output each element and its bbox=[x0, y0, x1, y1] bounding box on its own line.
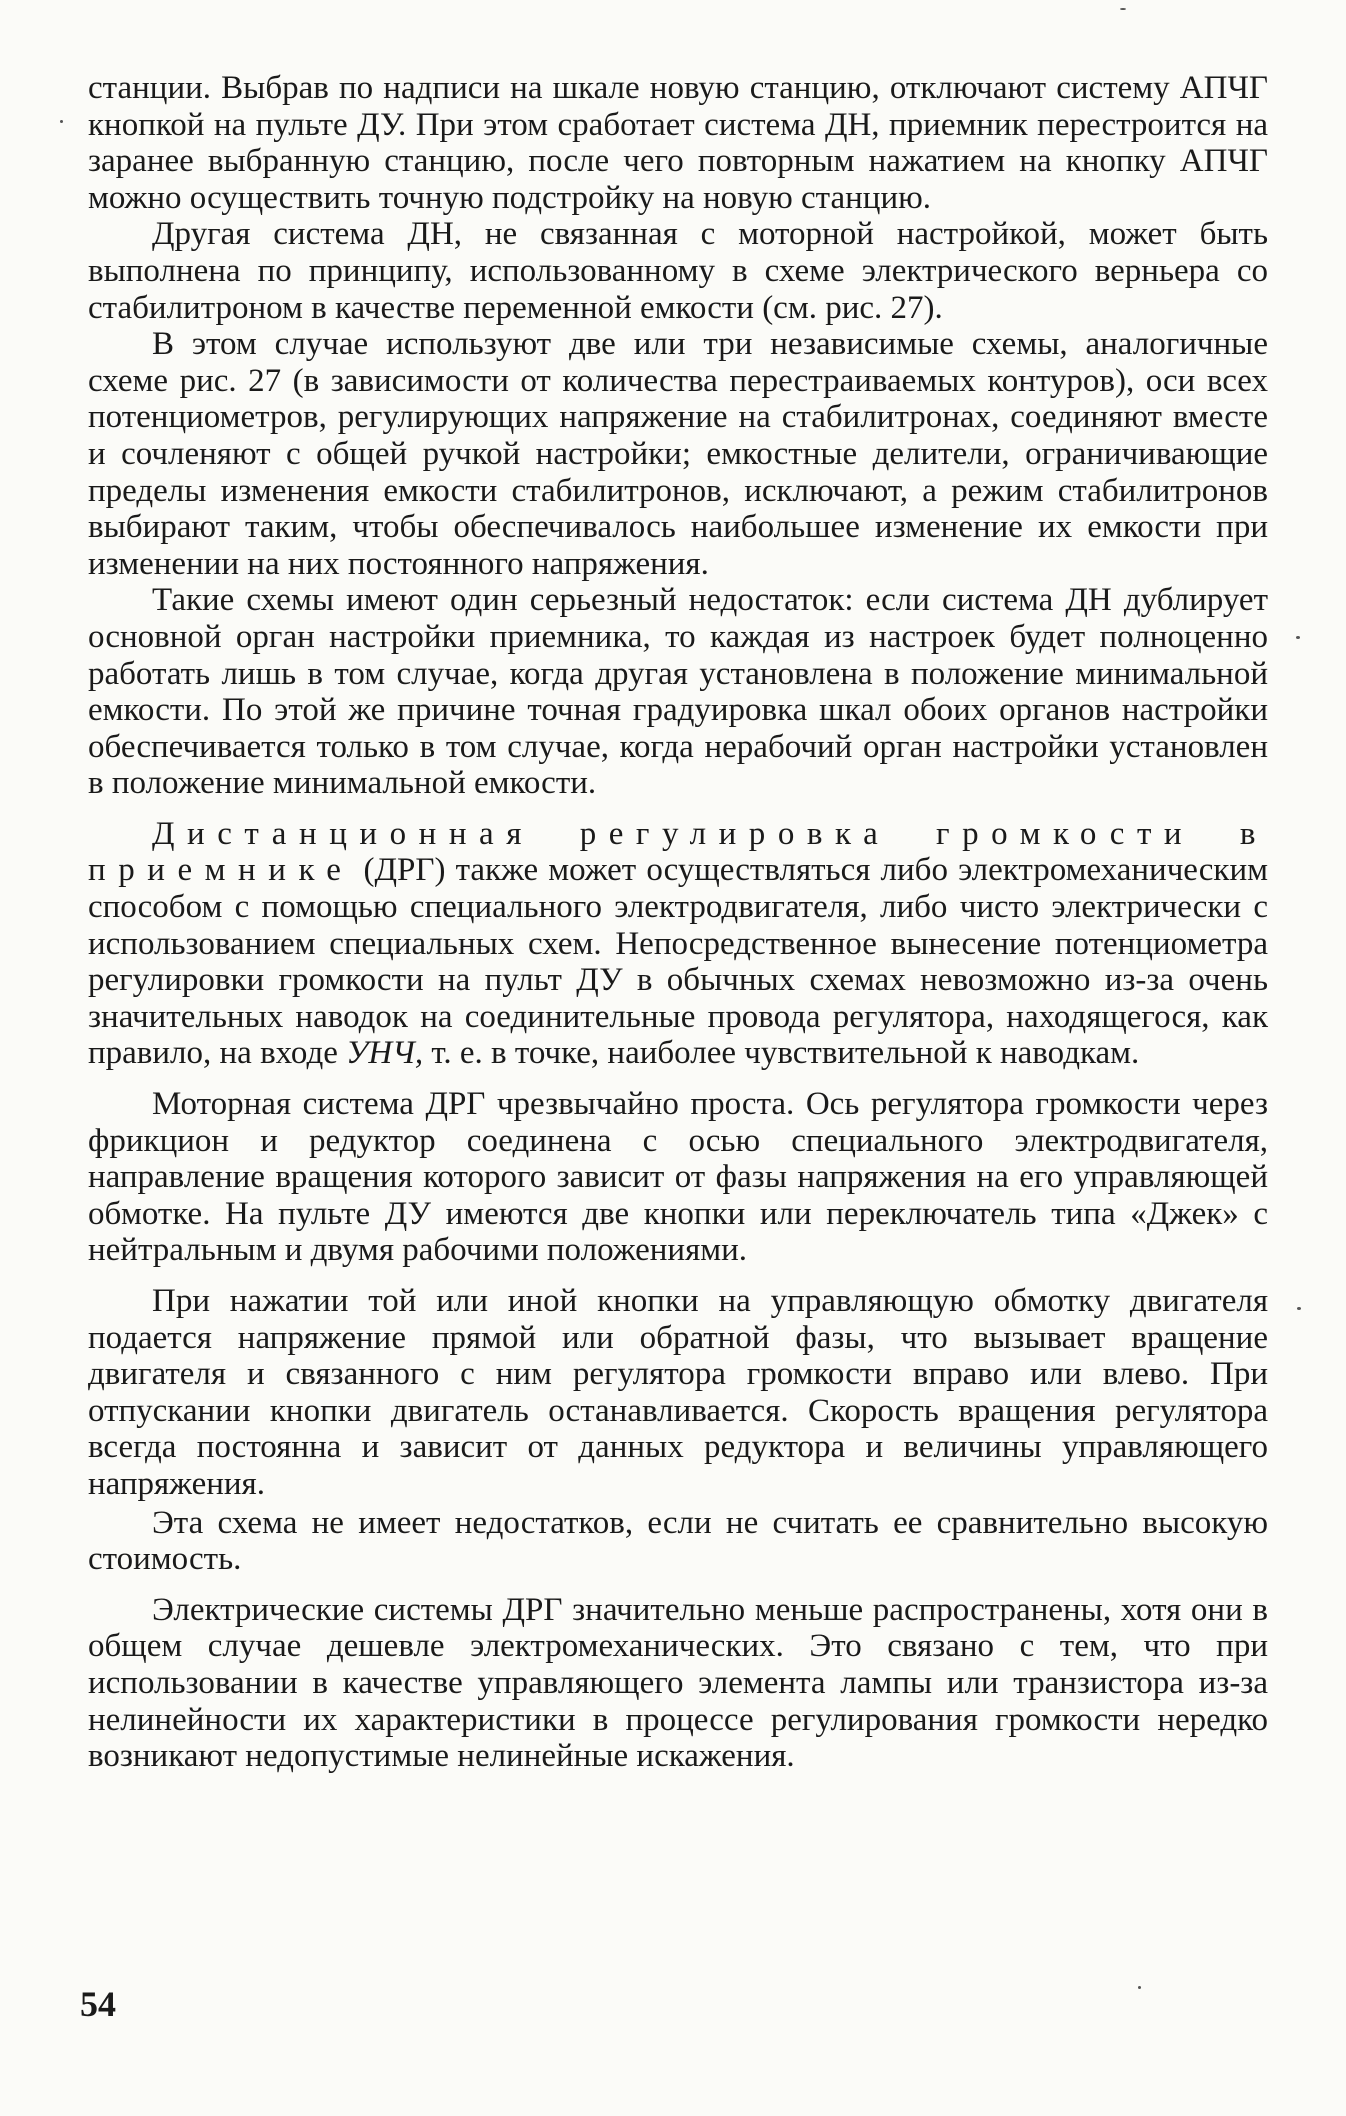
paragraph-5-text: (ДРГ) также может осуществляться либо электромеханическим способом с помощью специального электродвигателя, либо чисто электрически с использованием специальных схем. Непосредственное вынесение потенциометра регулировки громкости на пульт ДУ в обычных схемах невозможно из-за очень значительных наводок на соединительные провода регулятора, находящегося, как правило, на входе bbox=[88, 852, 1268, 1072]
page-number: 54 bbox=[80, 1984, 116, 2024]
paragraph-8: Эта схема не имеет недостатков, если не считать ее сравнительно высокую стоимость. bbox=[88, 1504, 1268, 1578]
paragraph-4: Такие схемы имеют один серьезный недостаток: если система ДН дублирует основной орган настройки приемника, то каждая из настроек будет полноценно работать лишь в том случае, когда другая установлена в положение минимальной емкости. По этой же причине точная градуировка шкал обоих органов настройки обеспечивается только в том случае, когда нерабочий орган настройки установлен в положение минимальной емкости. bbox=[88, 582, 1268, 802]
paragraph-1: станции. Выбрав по надписи на шкале новую станцию, отключают систему АПЧГ кнопкой на пульте ДУ. При этом сработает система ДН, приемник перестроится на заранее выбранную станцию, после чего повторным нажатием на кнопку АПЧГ можно осуществить точную подстройку на новую станцию. bbox=[88, 70, 1268, 216]
paragraph-3: В этом случае используют две или три независимые схемы, аналогичные схеме рис. 27 (в зависимости от количества перестраиваемых контуров), оси всех потенциометров, регулирующих напряжение на стабилитронах, соединяют вместе и сочленяют с общей ручкой настройки; емкостные делители, ограничивающие пределы изменения емкости стабилитронов, исключают, а режим стабилитронов выбирают таким, чтобы обеспечивалось наибольшее изменение их емкости при изменении на них постоянного напряжения. bbox=[88, 326, 1268, 582]
paragraph-2: Другая система ДН, не связанная с моторной настройкой, может быть выполнена по принципу, использованному в схеме электрического верньера со стабилитроном в качестве переменной емкости (см. рис. 27). bbox=[88, 216, 1268, 326]
body-text bbox=[88, 70, 1268, 1775]
paragraph-7: При нажатии той или иной кнопки на управляющую обмотку двигателя подается напряжение прямой или обратной фазы, что вызывает вращение двигателя и связанного с ним регулятора громкости вправо или влево. При отпускании кнопки двигатель останавливается. Скорость вращения регулятора всегда постоянна и зависит от данных редуктора и величины управляющего напряжения. bbox=[88, 1283, 1268, 1502]
paragraph-5-italic: УНЧ, bbox=[346, 1035, 424, 1072]
speck-mark bbox=[1138, 1986, 1141, 1989]
paragraph-6: Моторная система ДРГ чрезвычайно проста. Ось регулятора громкости через фрикцион и редуктор соединена с осью специального электродвигателя, направление вращения которого зависит от фазы напряжения на его управляющей обмотке. На пульте ДУ имеются две кнопки или переключатель типа «Джек» с нейтральным и двумя рабочими положениями. bbox=[88, 1086, 1268, 1269]
speck-mark bbox=[1297, 1307, 1301, 1310]
speck-mark bbox=[60, 120, 63, 123]
paragraph-9: Электрические системы ДРГ значительно меньше распространены, хотя они в общем случае дешевле электромеханических. Это связано с тем, что при использовании в качестве управляющего элемента лампы или транзистора из-за нелинейности их характеристики в процессе регулирования громкости нередко возникают недопустимые нелинейные искажения. bbox=[88, 1591, 1268, 1775]
spaced-heading: Дистанционная регулировка громкости в приемнике bbox=[88, 815, 1268, 889]
paragraph-5 bbox=[88, 816, 1268, 1072]
speck-mark bbox=[1296, 636, 1300, 639]
paragraph-5-text-after: т. е. в точке, наиболее чувствительной к наводкам. bbox=[423, 1035, 1140, 1072]
speck-mark bbox=[1120, 8, 1126, 10]
